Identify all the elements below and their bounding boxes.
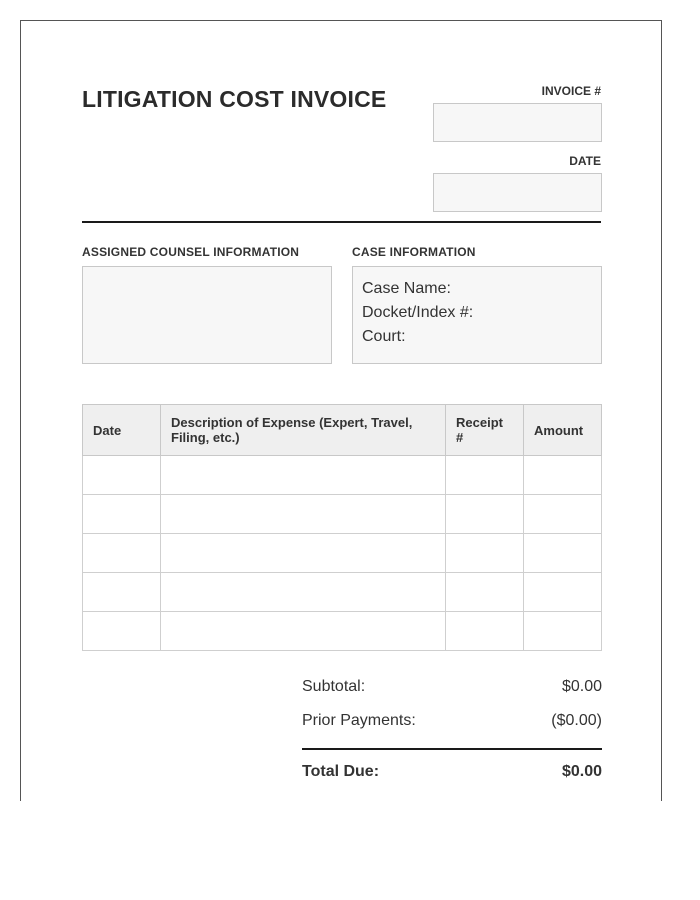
amount-cell[interactable] — [524, 612, 602, 651]
date-label: DATE — [569, 154, 601, 168]
receipt-cell[interactable] — [446, 456, 524, 495]
invoice-page — [20, 20, 662, 801]
date-cell[interactable] — [83, 573, 161, 612]
subtotal-value: $0.00 — [561, 678, 602, 695]
totals-divider — [302, 748, 602, 750]
invoice-number-field[interactable] — [433, 103, 602, 142]
expense-table — [82, 404, 602, 651]
description-cell[interactable] — [161, 612, 446, 651]
column-header-description: Description of Expense (Expert, Travel, Filing, etc.) — [161, 405, 446, 456]
docket-index-line: Docket/Index #: — [362, 304, 474, 321]
date-field[interactable] — [433, 173, 602, 212]
table-row — [83, 495, 602, 534]
table-header-row — [83, 405, 602, 456]
description-cell[interactable] — [161, 495, 446, 534]
subtotal-label: Subtotal: — [302, 678, 366, 695]
amount-cell[interactable] — [524, 495, 602, 534]
prior-payments-value: ($0.00) — [551, 712, 602, 729]
column-header-date: Date — [83, 405, 161, 456]
receipt-cell[interactable] — [446, 495, 524, 534]
column-header-receipt: Receipt # — [446, 405, 524, 456]
receipt-cell[interactable] — [446, 612, 524, 651]
prior-payments-label: Prior Payments: — [302, 712, 416, 729]
amount-cell[interactable] — [524, 534, 602, 573]
case-section-label: CASE INFORMATION — [352, 245, 476, 259]
case-info-lines — [362, 277, 473, 349]
total-due-label: Total Due: — [302, 763, 380, 780]
description-cell[interactable] — [161, 456, 446, 495]
invoice-title: LITIGATION COST INVOICE — [82, 86, 387, 112]
table-row — [83, 573, 602, 612]
date-cell[interactable] — [83, 534, 161, 573]
table-row — [83, 456, 602, 495]
invoice-number-label: INVOICE # — [541, 84, 601, 98]
description-cell[interactable] — [161, 573, 446, 612]
date-cell[interactable] — [83, 456, 161, 495]
amount-cell[interactable] — [524, 573, 602, 612]
receipt-cell[interactable] — [446, 573, 524, 612]
receipt-cell[interactable] — [446, 534, 524, 573]
table-row — [83, 612, 602, 651]
date-cell[interactable] — [83, 495, 161, 534]
court-line: Court: — [362, 328, 406, 345]
table-row — [83, 534, 602, 573]
amount-cell[interactable] — [524, 456, 602, 495]
date-cell[interactable] — [83, 612, 161, 651]
case-name-line: Case Name: — [362, 280, 451, 297]
column-header-amount: Amount — [524, 405, 602, 456]
counsel-info-box[interactable] — [82, 266, 332, 364]
description-cell[interactable] — [161, 534, 446, 573]
total-due-value: $0.00 — [561, 763, 602, 780]
header-divider — [82, 221, 601, 223]
case-info-box[interactable] — [352, 266, 602, 364]
counsel-section-label: ASSIGNED COUNSEL INFORMATION — [82, 245, 300, 259]
